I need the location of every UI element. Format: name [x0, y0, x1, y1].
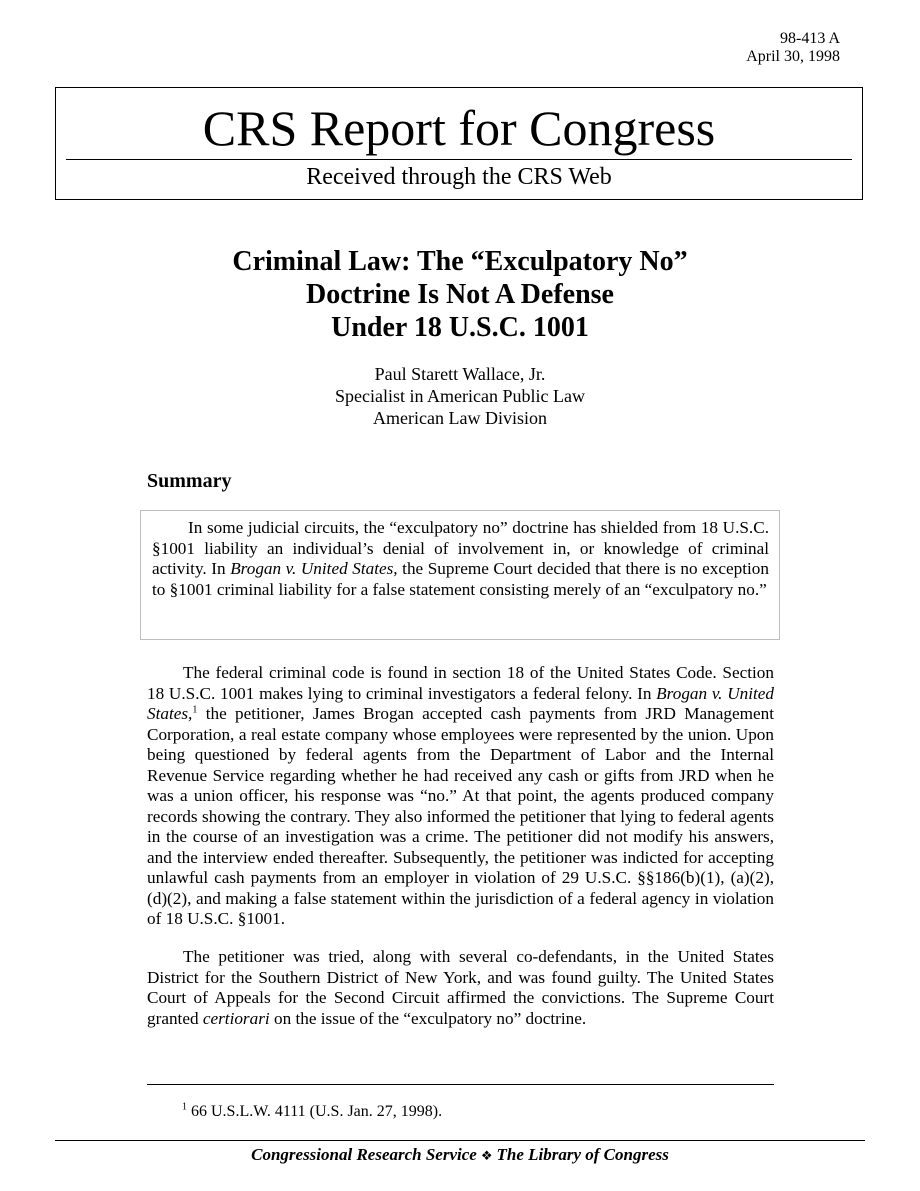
- header-title: CRS Report for Congress: [202, 100, 716, 156]
- page-footer: [0, 1145, 920, 1165]
- summary-text: In some judicial circuits, the “exculpatory no” doctrine has shielded from 18 U.S.C. §1001 liability an individual’s denial of involvement in, or knowledge of criminal activity. In: [152, 518, 769, 578]
- footer-divider: [55, 1140, 865, 1141]
- header-divider: [66, 159, 852, 160]
- footnote-text: 66 U.S.L.W. 4111 (U.S. Jan. 27, 1998).: [187, 1103, 443, 1120]
- summary-case-name: Brogan v. United States,: [230, 559, 398, 578]
- case-name: Brogan v. United States,: [147, 683, 774, 723]
- summary-box: [140, 510, 780, 640]
- paragraph-text: The petitioner was tried, along with several co-defendants, in the United States District for the Southern District of New York, and was found guilty. The United States Court of Appeals for the Second Circuit affirmed the convictions. The Supreme Court granted: [147, 947, 774, 1028]
- footnote-reference: 1: [192, 704, 198, 716]
- body-paragraph: [147, 663, 774, 930]
- footnote-number: 1: [182, 1101, 187, 1113]
- paragraph-text: on the issue of the “exculpatory no” doctrine.: [269, 1008, 587, 1028]
- footer-right: The Library of Congress: [496, 1145, 669, 1164]
- paragraph-text: the petitioner, James Brogan accepted cash payments from JRD Management Corporation, a real estate company whose employees were represented by the union. Upon being questioned by federal agents from the Department of Labor and the Internal Revenue Service regarding whether he had received any cash or gifts from JRD when he was a union officer, his response was “no.” At that point, the agents produced company records showing the contrary. They also informed the petitioner that lying to federal agents in the course of an investigation was a crime. The petitioner did not modify his answers, and the interview ended thereafter. Subsequently, the petitioner was indicted for accepting unlawful cash payments from an employer in violation of 29 U.S.C. §§186(b)(1), (a)(2), (d)(2), and making a false statement within the jurisdiction of a federal agency in violation of 18 U.S.C. §1001.: [147, 704, 774, 928]
- footnote: [182, 1103, 442, 1121]
- fleuron-icon: ❖: [480, 1149, 493, 1164]
- summary-heading: Summary: [147, 470, 232, 492]
- author-block: [0, 363, 920, 429]
- author-position: Specialist in American Public Law: [335, 386, 585, 406]
- footnote-divider: [147, 1084, 774, 1085]
- document-title: [0, 245, 920, 344]
- report-date: April 30, 1998: [746, 48, 840, 65]
- author-name: Paul Starett Wallace, Jr.: [374, 364, 546, 384]
- title-line: Under 18 U.S.C. 1001: [331, 312, 589, 343]
- report-header: [55, 87, 863, 200]
- footer-left: Congressional Research Service: [251, 1145, 477, 1164]
- header-subtitle: Received through the CRS Web: [306, 164, 612, 190]
- report-number: 98-413 A: [780, 30, 840, 47]
- title-line: Doctrine Is Not A Defense: [306, 279, 614, 310]
- author-division: American Law Division: [373, 408, 547, 428]
- paragraph-text: The federal criminal code is found in section 18 of the United States Code. Section 18 U.S.C. 1001 makes lying to criminal investigators a federal felony. In: [147, 663, 774, 703]
- body-paragraph: [147, 947, 774, 1029]
- title-line: Criminal Law: The “Exculpatory No”: [232, 246, 688, 277]
- report-identifier: [746, 30, 840, 66]
- summary-text: the Supreme Court decided that there is no exception to §1001 criminal liability for a false statement consisting merely of an “exculpatory no.”: [152, 559, 769, 599]
- legal-term: certiorari: [202, 1008, 270, 1028]
